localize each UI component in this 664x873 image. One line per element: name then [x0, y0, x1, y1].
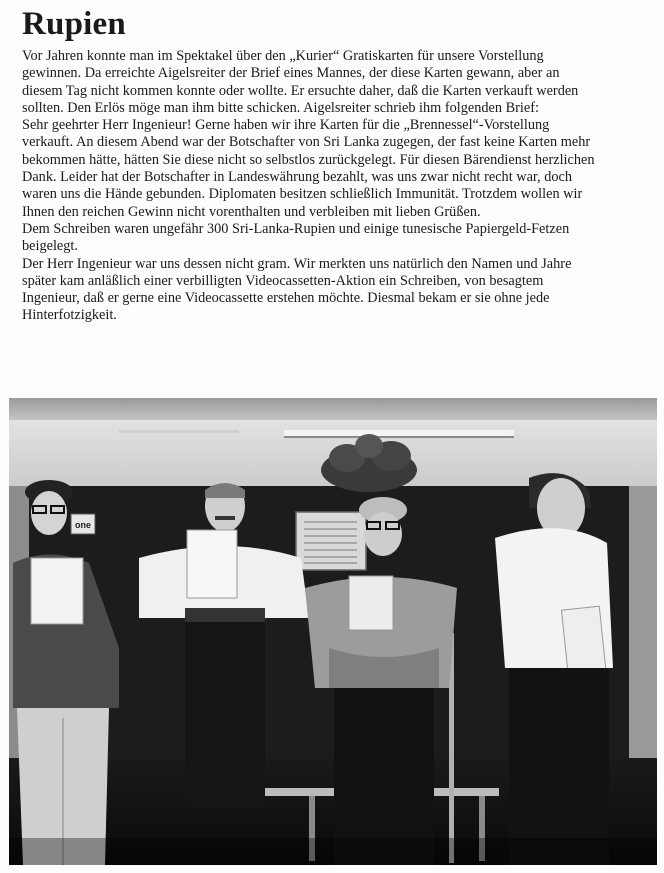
- body-line: später kam anläßlich einer verbilligten Videocassetten-Aktion ein Schreiben, von besagtem: [22, 272, 544, 289]
- notice-board: [296, 512, 366, 570]
- body-line: Hinterfotzigkeit.: [22, 307, 117, 324]
- body-line: Sehr geehrter Herr Ingenieur! Gerne haben wir ihre Karten für die „Brennessel“-Vorstellung: [22, 117, 550, 134]
- article-body: [22, 48, 647, 325]
- body-line: diesem Tag nicht kommen konnte oder wollte. Er ersuchte daher, daß die Karten verkauft werden: [22, 82, 579, 99]
- body-line: verkauft. An diesem Abend war der Botschafter von Sri Lanka zugegen, der fast keine Karten mehr: [22, 134, 591, 151]
- body-line: Ingenieur, daß er gerne eine Videocassette erstehen möchte. Diesmal bekam er sie ohne jede: [22, 290, 550, 307]
- body-line: Dank. Leider hat der Botschafter in Landeswährung bezahlt, was uns zwar nicht recht war, doch: [22, 169, 573, 186]
- stage-photo: [9, 398, 657, 865]
- body-line: gewinnen. Da erreichte Aigelsreiter der Brief eines Mannes, der diese Karten gewann, aber an: [22, 65, 560, 82]
- stage-sign: [71, 514, 95, 534]
- body-line: waren uns die Hände gebunden. Diplomaten besitzen schließlich Immunität. Trotzdem wollen wir: [22, 186, 583, 203]
- body-line: Ihnen den reichen Gewinn nicht vorenthalten und verbleiben mit lieben Grüßen.: [22, 203, 481, 220]
- body-line: Dem Schreiben waren ungefähr 300 Sri-Lanka-Rupien und einige tunesische Papiergeld-Fetzen: [22, 220, 570, 237]
- body-line: sollten. Den Erlös möge man ihm bitte schicken. Aigelsreiter schrieb ihm folgenden Brief:: [22, 99, 539, 116]
- body-line: Vor Jahren konnte man im Spektakel über den „Kurier“ Gratiskarten für unsere Vorstellung: [22, 48, 544, 64]
- article-title: Rupien: [22, 6, 126, 42]
- body-line: Der Herr Ingenieur war uns dessen nicht gram. Wir merkten uns natürlich den Namen und Jahre: [22, 255, 572, 272]
- stage-sign-text: one: [74, 520, 92, 530]
- body-line: bekommen hätte, hätten Sie diese nicht so selbstlos zurückgelegt. Für diesen Bärendienst herzlichen: [22, 151, 595, 168]
- body-line: beigelegt.: [22, 238, 78, 255]
